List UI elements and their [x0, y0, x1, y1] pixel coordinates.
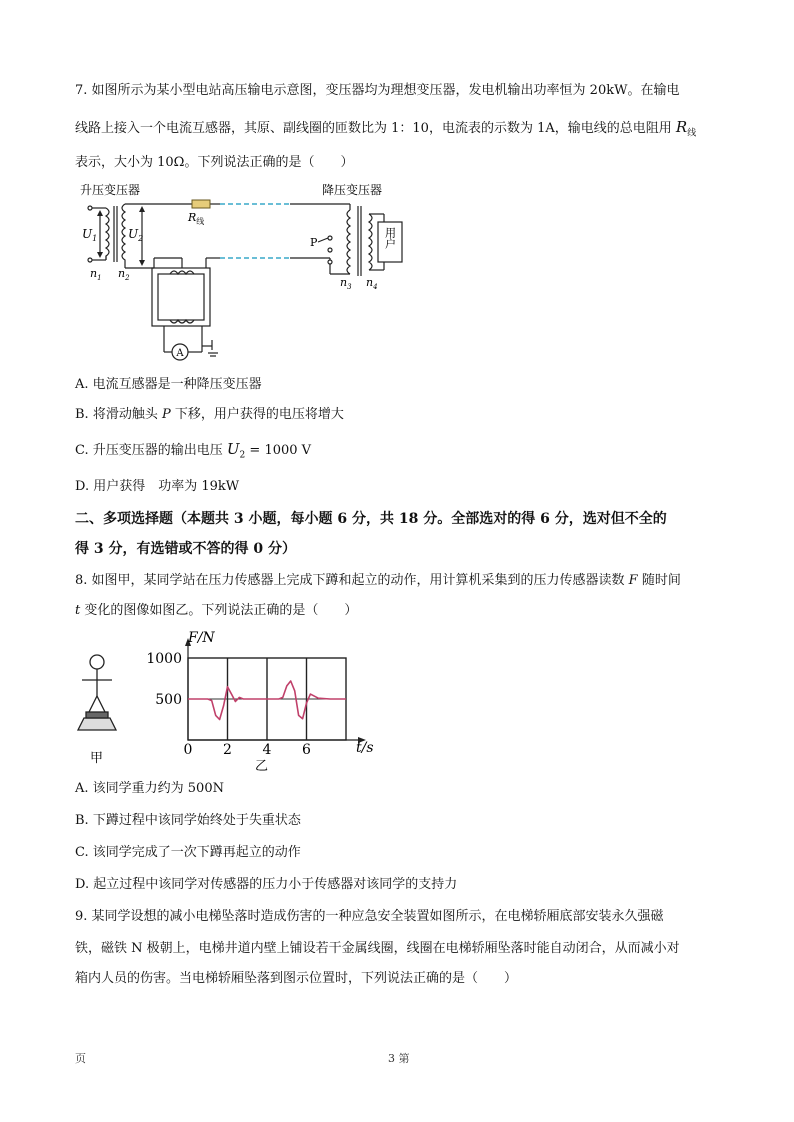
p-label: P	[310, 236, 318, 249]
footer-page-number: 3 第	[388, 1052, 410, 1065]
q7-line-3: 表示，大小为 10Ω。下列说法正确的是（ ）	[75, 155, 354, 170]
section2-heading-line-1: 二、多项选择题（本题共 3 小题，每小题 6 分，共 18 分。全部选对的得 6 分，选对但不全的	[75, 511, 667, 527]
q7-line-2-text: 线路上接入一个电流互感器，其原、副线圈的匝数比为 1：10，电流表的示数为 1A，输电线的总电阻用	[75, 121, 672, 136]
q7-option-b-var: P	[161, 407, 171, 422]
q8-option-c: C. 该同学完成了一次下蹲再起立的动作	[75, 845, 301, 860]
q7-option-c-var: U	[226, 440, 240, 458]
q9-line-1: 9. 某同学设想的减小电梯坠落时造成伤害的一种应急安全装置如图所示，在电梯轿厢底部安装永久强磁	[75, 909, 664, 924]
r-subscript: 线	[687, 128, 697, 139]
x-tick-label: 6	[302, 742, 311, 758]
chart-ticks	[146, 651, 311, 758]
force-time-chart	[140, 628, 390, 778]
person-on-sensor-figure	[70, 650, 130, 770]
n3-label: $n_3$	[340, 276, 352, 291]
n1-label: $n_1$	[90, 267, 102, 282]
q7-option-b	[75, 406, 344, 424]
q8-option-b: B. 下蹲过程中该同学始终处于失重状态	[75, 813, 301, 828]
q7-option-c	[75, 440, 311, 465]
chart-axes	[185, 638, 366, 743]
q9-line-3: 箱内人员的伤害。当电梯轿厢坠落到图示位置时，下列说法正确的是（ ）	[75, 971, 518, 986]
step-down-label: 降压变压器	[322, 183, 383, 197]
r-line-label: $R_线$	[188, 211, 205, 226]
n2-label: $n_2$	[118, 267, 130, 282]
x-tick-label: 0	[183, 742, 193, 758]
step-up-label: 升压变压器	[80, 183, 141, 197]
q7-option-c-pre: C. 升压变压器的输出电压	[75, 443, 227, 458]
q8-line-2	[75, 602, 357, 620]
figure-jia-label: 甲	[90, 751, 104, 766]
q8-line-2-var: t	[75, 603, 81, 618]
q7-option-b-post: 下移，用户获得的电压将增大	[170, 407, 344, 422]
q7-line-1: 7. 如图所示为某小型电站高压输电示意图，变压器均为理想变压器，发电机输出功率恒为 20kW。在输电	[75, 83, 680, 98]
q8-line-1-post: 随时间	[637, 573, 681, 588]
figure-yi-label: 乙	[255, 759, 269, 774]
n4-label: $n_4$	[366, 276, 378, 291]
q8-line-2-post: 变化的图像如图乙。下列说法正确的是（ ）	[80, 603, 358, 618]
q9-line-2: 铁，磁铁 N 极朝上，电梯井道内壁上铺设若干金属线圈，线圈在电梯轿厢坠落时能自动闭合，从而减小对	[75, 941, 680, 956]
section2-heading-line-2: 得 3 分，有选错或不答的得 0 分）	[75, 541, 296, 557]
user-label: 用户	[383, 227, 397, 249]
q7-line-2	[75, 118, 696, 143]
u1-label: $U_1$	[82, 227, 98, 243]
x-tick-label: 4	[262, 742, 272, 758]
q8-line-1	[75, 572, 681, 590]
q8-option-a: A. 该同学重力约为 500N	[75, 781, 224, 796]
u2-label: $U_2$	[128, 227, 144, 243]
transmission-circuit-figure	[72, 180, 422, 370]
footer-left: 页	[75, 1052, 86, 1065]
r-symbol: R	[675, 118, 688, 136]
q7-option-d: D. 用户获得 功率为 19kW	[75, 479, 240, 494]
q7-option-c-sub: 2	[239, 450, 246, 461]
x-tick-label: 2	[223, 742, 232, 758]
q7-option-a: A. 电流互感器是一种降压变压器	[75, 377, 262, 392]
chart-x-axis-label: t/s	[356, 740, 374, 756]
q8-line-1-var: F	[628, 573, 638, 588]
q7-option-b-pre: B. 将滑动触头	[75, 407, 162, 422]
q8-option-d: D. 起立过程中该同学对传感器的压力小于传感器对该同学的支持力	[75, 877, 458, 892]
q7-option-c-post: = 1000 V	[245, 443, 312, 458]
chart-y-axis-label: F/N	[188, 630, 215, 646]
ammeter-icon: A	[176, 348, 184, 359]
q8-line-1-pre: 8. 如图甲，某同学站在压力传感器上完成下蹲和起立的动作，用计算机采集到的压力传感器读数	[75, 573, 629, 588]
y-tick-label: 1000	[146, 651, 182, 667]
y-tick-label: 500	[155, 692, 182, 708]
